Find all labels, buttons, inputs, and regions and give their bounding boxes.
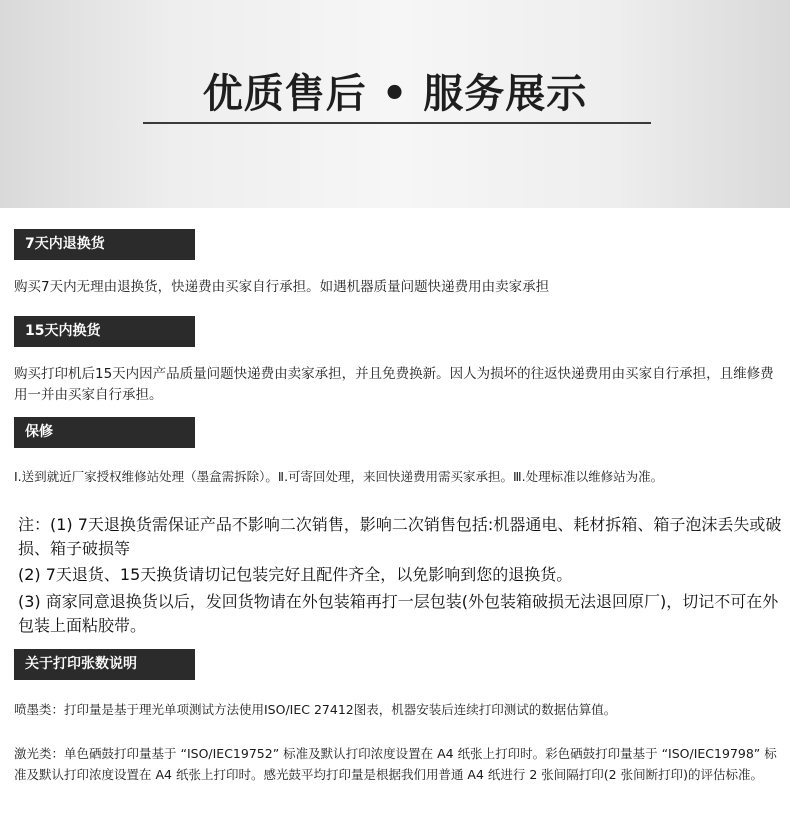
print-inkjet-text: 喷墨类：打印量是基于理光单项测试方法使用ISO/IEC 27412图表，机器安装后连续打印测试的数据估算值。 — [14, 702, 617, 717]
section-heading-exchange-15-days: 15天内换货 — [14, 316, 195, 347]
section-text-return-7-days: 购买7天内无理由退换货，快递费由买家自行承担。如遇机器质量问题快递费用由卖家承担 — [14, 279, 550, 295]
section-heading-warranty: 保修 — [14, 417, 195, 448]
print-laser-text: 激光类：单色硒鼓打印量基于 “ISO/IEC19752” 标准及默认打印浓度设置在 A4 纸张上打印时。彩色硒鼓打印量基于 “ISO/IEC19798” 标准及默认打印浓度设置在 A4 纸张上打印时。感光鼓平均打印量是根据我们用普通 A4 纸进行 2 张间隔打印(2 张间断打印)的评估标准。 — [14, 746, 777, 782]
section-heading-return-7-days: 7天内退换货 — [14, 229, 195, 260]
section-heading-print-count: 关于打印张数说明 — [14, 649, 195, 680]
notice-line-2: (2) 7天退货、15天换货请切记包装完好且配件齐全，以免影响到您的退换货。 — [18, 565, 573, 584]
notice-line-3: (3) 商家同意退换货以后，发回货物请在外包装箱再打一层包装(外包装箱破损无法退回原厂)，切记不可在外包装上面粘胶带。 — [18, 592, 779, 635]
section-text-exchange-15-days: 购买打印机后15天内因产品质量问题快递费由卖家承担，并且免费换新。因人为损坏的往返快递费用由买家自行承担，且维修费用一并由买家自行承担。 — [14, 366, 774, 403]
section-text-warranty: Ⅰ.送到就近厂家授权维修站处理（墨盒需拆除）。Ⅱ.可寄回处理，来回快递费用需买家承担。Ⅲ.处理标准以维修站为准。 — [14, 469, 664, 484]
hero-title: 优质售后 • 服务展示 — [202, 71, 588, 117]
notice-line-1: 注：(1) 7天退换货需保证产品不影响二次销售，影响二次销售包括:机器通电、耗材拆箱、箱子泡沫丢失或破损、箱子破损等 — [18, 515, 782, 558]
hero-underline — [143, 122, 651, 124]
hero-banner — [0, 0, 790, 208]
